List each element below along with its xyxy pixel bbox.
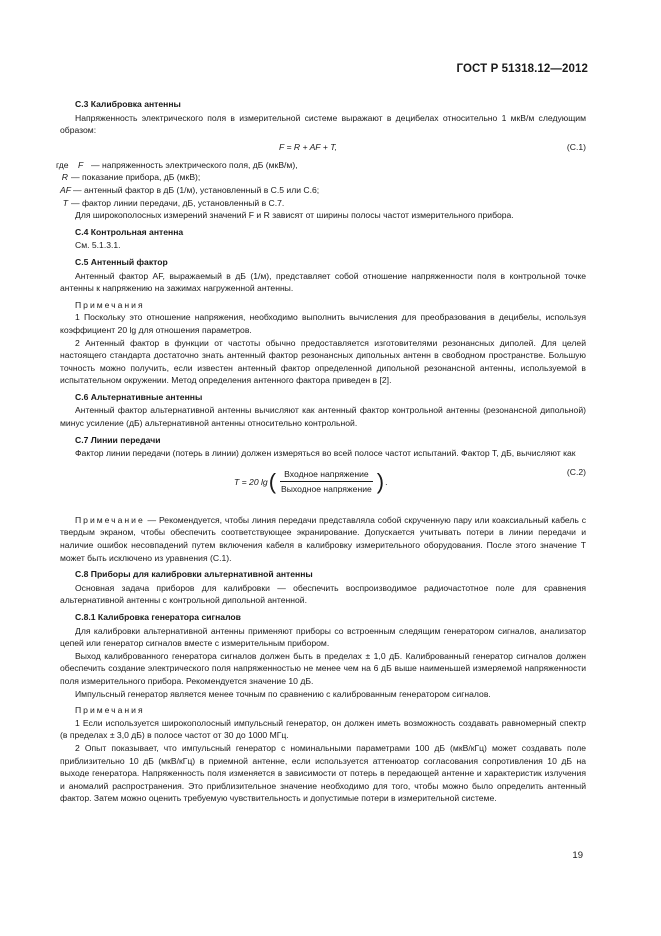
section-c8-title: С.8 Приборы для калибровки альтернативной антенны <box>75 569 313 580</box>
notes-label: Примечания <box>75 299 145 310</box>
section-c4-paragraph: См. 5.1.3.1. <box>75 240 121 251</box>
section-c3-paragraph-2: Для широкополосных измерений значений F и R зависят от ширины полосы частот измерительного прибора. <box>75 210 514 221</box>
section-c5-title: С.5 Антенный фактор <box>75 256 168 267</box>
formula-c1 <box>60 139 586 155</box>
left-paren: ( <box>268 468 277 494</box>
note-text: — Рекомендуется, чтобы линия передачи представляла собой скрученную пару или коаксиальный кабель с твердым экраном, чтобы обеспечить соответствующее экранирование. Допускается учитывать потери в линии передачи и наличие ошибок несовпадений путем включения кабеля в калибровку измерительного оборудования. После этого значение T может быть исключено из уравнения (С.1). <box>60 514 586 563</box>
standard-header: ГОСТ Р 51318.12—2012 <box>456 63 588 75</box>
def-text: — фактор линии передачи, дБ, установленный в С.7. <box>71 197 285 208</box>
fraction <box>277 468 376 496</box>
def-text: — антенный фактор в дБ (1/м), установленный в С.5 или С.6; <box>73 184 320 195</box>
section-c4-title: С.4 Контрольная антенна <box>75 226 184 237</box>
section-c81-title: С.8.1 Калибровка генератора сигналов <box>75 612 241 622</box>
right-paren: ) <box>376 468 385 494</box>
section-c8-paragraph: Основная задача приборов для калибровки — обеспечить воспроизводимое радиочастотное поле для сравнения альтернативной антенны с контрольной дипольной антенной. <box>60 582 586 606</box>
def-symbol: AF <box>60 184 71 195</box>
page-number: 19 <box>572 850 583 861</box>
formula-c2: T = 20 lg ( $\frac{\text{Входное напряжение}}{\text{Выходное напряжение}}$ ) . (С.2) <box>234 466 586 495</box>
page-content <box>56 94 586 805</box>
section-c81-paragraph-2: Выход калиброванного генератора сигналов должен быть в пределах ± 1,0 дБ. Калиброванный генератор сигналов должен обеспечить создание электрического поля напряженностью не менее чем на 6 дБ выше наименьшей измеряемой напряженности поля измерительного прибора. Рекомендуется значение 10 дБ. <box>60 650 586 686</box>
formula-c1-body: F = R + AF + T, <box>279 141 338 152</box>
section-c6-title: С.6 Альтернативные антенны <box>75 391 203 402</box>
definitions-list <box>56 159 586 209</box>
formula-c1-number: (С.1) <box>566 141 586 152</box>
def-symbol: T <box>62 197 68 208</box>
def-symbol: R <box>61 172 68 183</box>
section-c7-paragraph: Фактор линии передачи (потерь в линии) должен измеряться во всей полосе частот испытаний. Фактор T, дБ, вычисляют как <box>75 448 576 459</box>
fraction-numerator: Входное напряжение <box>280 468 373 483</box>
notes-label: Примечания <box>75 705 145 716</box>
formula-c2-number: (С.2) <box>566 466 586 477</box>
section-c7-note <box>60 514 586 564</box>
note-item: 2 Опыт показывает, что импульсный генератор с номинальными параметрами 100 дБ (мкВ/кГц) может создавать поле приблизительно 10 дБ (мкВ/кГц) в приемной антенне, если используется аттенюатор согласования сопротивления 10 дБ на выходе генератора. Напряженность поля изменяется в зависимости от потерь в передающей антенне и характеристик излучения и аномалий распространения. Это приблизительное значение необходимо для того, чтобы можно было определить антенный фактор. Затем можно оценить требуемую чувствительность и допустимые потери в измерительной системе. <box>60 742 586 804</box>
note-item: 1 Поскольку это отношение напряжения, необходимо выполнить вычисления для преобразования в децибелы, используя коэффициент 20 lg для отношения параметров. <box>60 312 586 335</box>
note-item: 1 Если используется широкополосный импульсный генератор, он должен иметь возможность создавать равномерный спектр (в пределах ± 3,0 дБ) в полосе частот от 30 до 1000 МГц. <box>60 717 586 741</box>
section-c81-paragraph-1: Для калибровки альтернативной антенны применяют приборы со встроенным следящим генератором сигналов, анализатор цепей или генератор сигналов вместе с измерительным прибором. <box>60 625 586 649</box>
section-c81-paragraph-3: Импульсный генератор является менее точным по сравнению с калиброванным генератором сигналов. <box>75 688 491 699</box>
fraction-denominator: Выходное напряжение <box>281 484 372 495</box>
def-symbol: F <box>78 159 84 170</box>
formula-c2-lhs: T = 20 lg <box>234 476 268 487</box>
where-label: где <box>56 159 69 170</box>
note-label: Примечание <box>75 514 145 525</box>
section-c5-paragraph: Антенный фактор AF, выражаемый в дБ (1/м), представляет собой отношение напряженности поля в контрольной точке антенны к напряжению на зажимах нагруженной антенны. <box>60 270 586 294</box>
section-c3-paragraph: Напряженность электрического поля в измерительной системе выражают в децибелах относительно 1 мкВ/м следующим образом: <box>60 112 586 136</box>
section-c7-title: С.7 Линии передачи <box>75 434 161 445</box>
def-text: — показание прибора, дБ (мкВ); <box>71 172 201 183</box>
section-c3-title: С.3 Калибровка антенны <box>75 99 181 109</box>
section-c6-paragraph: Антенный фактор альтернативной антенны вычисляют как антенный фактор контрольной антенны (резонансной дипольной) минус усиление (дБ) альтернативной антенны относительно контрольной. <box>60 405 586 429</box>
note-item: 2 Антенный фактор в функции от частоты обычно предоставляется изготовителями резонансных диполей. Для целей настоящего стандарта достаточно знать антенный фактор резонансных дипольных антенн в свободном пространстве. Большую точность можно получить, если известен антенный фактор определенной дипольной резонансной антенны, используемой в испытательном окружении. Метод определения антенного фактора приведен в [2]. <box>60 337 586 386</box>
def-text: — напряженность электрического поля, дБ (мкВ/м), <box>91 159 298 170</box>
